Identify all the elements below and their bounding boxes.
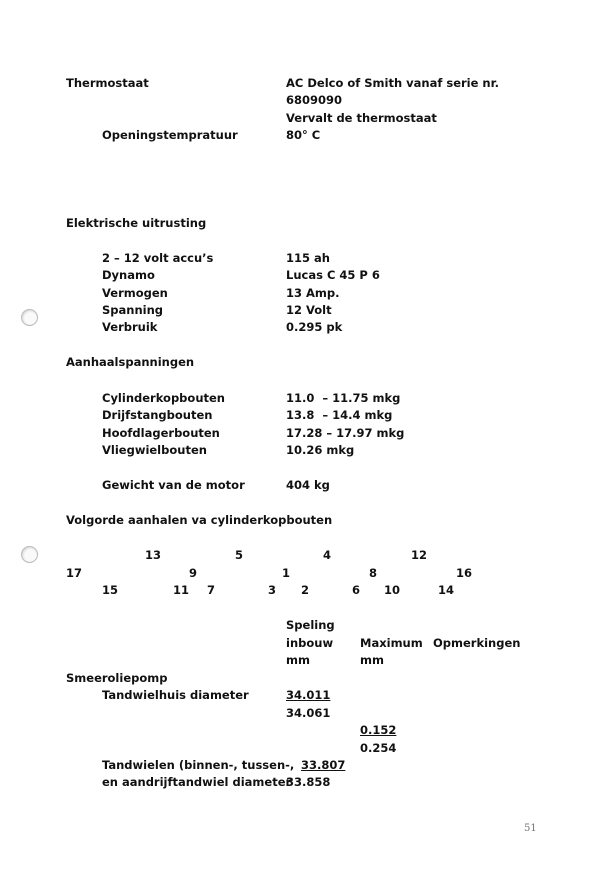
tandwielhuis-label: Tandwielhuis diameter — [102, 688, 249, 702]
page-number: 51 — [524, 823, 537, 834]
aanhaal-label-drijfstang: Drijfstangbouten — [102, 408, 213, 422]
tandwielen-label-line-1: Tandwielen (binnen-, tussen-, — [102, 758, 295, 772]
elektrisch-label-vermogen: Vermogen — [102, 286, 168, 300]
aanhaal-label-hoofdlager: Hoofdlagerbouten — [102, 426, 220, 440]
thermostaat-value-line-3: Vervalt de thermostaat — [286, 111, 437, 125]
bolt-seq-14: 14 — [438, 583, 455, 597]
bolt-seq-8: 8 — [369, 566, 378, 580]
smeeroliepomp-heading: Smeeroliepomp — [66, 671, 168, 685]
elektrisch-label-spanning: Spanning — [102, 303, 164, 317]
bolt-seq-3: 3 — [268, 583, 277, 597]
bolt-seq-11: 11 — [173, 583, 190, 597]
opening-value: 80° C — [286, 128, 321, 142]
thermostaat-value-line-2: 6809090 — [286, 93, 343, 107]
bolt-seq-9: 9 — [189, 566, 198, 580]
col-header-inbouw: inbouw — [286, 636, 334, 650]
col-header-speling: Speling — [286, 618, 335, 632]
elektrisch-label-accus: 2 – 12 volt accu’s — [102, 251, 214, 265]
tandwielen-value-2: 33.858 — [286, 775, 331, 789]
punch-hole-bottom — [21, 546, 38, 563]
col-header-opmerkingen: Opmerkingen — [433, 636, 521, 650]
bolt-seq-4: 4 — [323, 548, 332, 562]
maximum-value-2: 0.254 — [360, 741, 397, 755]
elektrisch-value-verbruik: 0.295 pk — [286, 320, 343, 334]
bolt-seq-16: 16 — [456, 566, 473, 580]
bolt-seq-2: 2 — [301, 583, 310, 597]
bolt-seq-10: 10 — [384, 583, 401, 597]
elektrisch-label-verbruik: Verbruik — [102, 320, 158, 334]
tandwielhuis-value-2: 34.061 — [286, 706, 331, 720]
col-header-maximum: Maximum — [360, 636, 423, 650]
thermostaat-value-line-1: AC Delco of Smith vanaf serie nr. — [286, 76, 500, 90]
tandwielen-label-line-2: en aandrijftandwiel diameter — [102, 775, 292, 789]
volgorde-heading: Volgorde aanhalen va cylinderkopbouten — [66, 513, 333, 527]
gewicht-label: Gewicht van de motor — [102, 478, 245, 492]
aanhaal-label-cylinderkop: Cylinderkopbouten — [102, 391, 225, 405]
tandwielen-value-1: 33.807 — [301, 758, 346, 772]
bolt-seq-7: 7 — [207, 583, 216, 597]
elektrisch-value-dynamo: Lucas C 45 P 6 — [286, 268, 380, 282]
opening-label: Openingstempratuur — [102, 128, 238, 142]
bolt-seq-6: 6 — [352, 583, 361, 597]
bolt-seq-15: 15 — [102, 583, 119, 597]
bolt-seq-5: 5 — [235, 548, 244, 562]
elektrisch-value-vermogen: 13 Amp. — [286, 286, 340, 300]
elektrisch-label-dynamo: Dynamo — [102, 268, 155, 282]
thermostaat-label: Thermostaat — [66, 76, 149, 90]
elektrisch-value-spanning: 12 Volt — [286, 303, 332, 317]
tandwielhuis-value-1: 34.011 — [286, 688, 331, 702]
elektrisch-value-accus: 115 ah — [286, 251, 330, 265]
aanhaal-value-vliegwiel: 10.26 mkg — [286, 443, 355, 457]
col-header-maximum-unit: mm — [360, 653, 384, 667]
aanhaal-value-drijfstang: 13.8 – 14.4 mkg — [286, 408, 393, 422]
bolt-seq-17: 17 — [66, 566, 83, 580]
bolt-seq-1: 1 — [282, 566, 291, 580]
aanhaal-value-cylinderkop: 11.0 – 11.75 mkg — [286, 391, 401, 405]
elektrisch-heading: Elektrische uitrusting — [66, 216, 207, 230]
gewicht-value: 404 kg — [286, 478, 330, 492]
aanhaal-heading: Aanhaalspanningen — [66, 355, 195, 369]
bolt-seq-12: 12 — [411, 548, 428, 562]
col-header-speling-unit: mm — [286, 653, 310, 667]
bolt-seq-13: 13 — [145, 548, 162, 562]
maximum-value-1: 0.152 — [360, 723, 397, 737]
punch-hole-top — [21, 309, 38, 326]
aanhaal-label-vliegwiel: Vliegwielbouten — [102, 443, 207, 457]
aanhaal-value-hoofdlager: 17.28 – 17.97 mkg — [286, 426, 405, 440]
